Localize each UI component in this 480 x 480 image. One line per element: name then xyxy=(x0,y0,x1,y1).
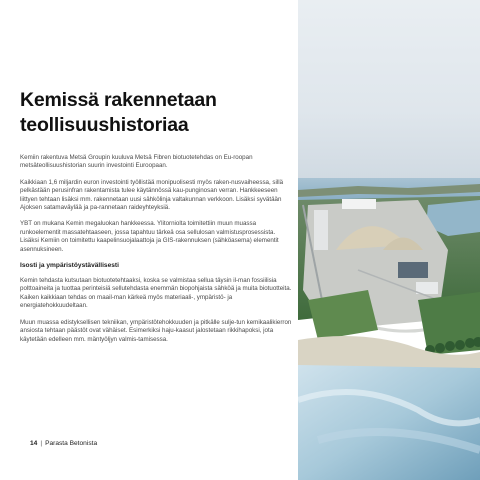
body-paragraph: Kemiin rakentuva Metsä Groupin kuuluva Metsä Fibren biotuotetehdas on Eu-roopan metsäteollisuushistorian suurin investointi Euroopaan. xyxy=(20,154,253,170)
factory-building xyxy=(398,262,428,278)
article-title-line-2: teollisuushistoriaa xyxy=(20,114,189,136)
section-subheading: Isosti ja ympäristöystävällisesti xyxy=(20,262,119,270)
body-paragraph: Muun muassa edistyksellisen tekniikan, ympäristötehokkuuden ja pitkälle sulje-tun kemikaalikierron ansiosta tehtaan päästöt ovat vähäiset. Esimerkiksi haju-kaasut jalostetaan rikkihapoksi, jota käytetään edelleen mm. mäntyöljyn valmis-tamisessa. xyxy=(20,318,292,343)
article-title xyxy=(20,88,292,138)
body-paragraph: Kemin tehdasta kutsutaan biotuotetehtaaksi, koska se valmistaa sellua täysin il-man fossiilisia polttoaineita ja tuottaa perinteisiä sellutehdasta enemmän biopohjaista sähköä ja muita biotuotteita. Kaiken kaikkiaan tehdas on maail-man kärkeä myös materiaali-, ympäristö- ja energiatehokkuudeltaan. xyxy=(20,277,292,310)
factory-building xyxy=(342,199,376,209)
sky xyxy=(298,0,480,185)
article-text-column xyxy=(20,88,292,352)
footer-separator: | xyxy=(40,440,43,447)
page-footer xyxy=(30,440,97,448)
publication-name: Parasta Betonista xyxy=(45,440,98,447)
body-paragraph: Kaikkiaan 1,6 miljardin euron investointi työllistää monipuolisesti myös raken-nusvaiheessa, sillä pelkästään perusinfran rakentamista tulee käytännössä kau-punginosan verran. Hankkeeseen liittyen tehtaan lisäksi mm. rakennetaan uusi sähkölinja valtakunnan verkkoon. Lisäksi syvätään Ajoksen satamaväylää ja pa-rannetaan raideyhteyksiä. xyxy=(20,178,284,212)
article-body xyxy=(20,154,292,344)
body-paragraph: YBT on mukana Kemin megaluokan hankkeessa. Ylitorniolta toimitettiin muun muassa runkoelementit massatehtaaseen, jossa tapahtuu tärkeä osa sellulosan valmistusprosessista. Lisäksi Kemiin on toimitettu kaapelinsuojalaattoja ja GIS-rakennuksen (sähköasema) elementit asennuksineen. xyxy=(20,220,279,253)
page-number: 14 xyxy=(30,440,38,447)
article-title-line-1: Kemissä rakennetaan xyxy=(20,89,217,111)
aerial-factory-photo xyxy=(298,0,480,480)
factory-building xyxy=(314,210,328,250)
